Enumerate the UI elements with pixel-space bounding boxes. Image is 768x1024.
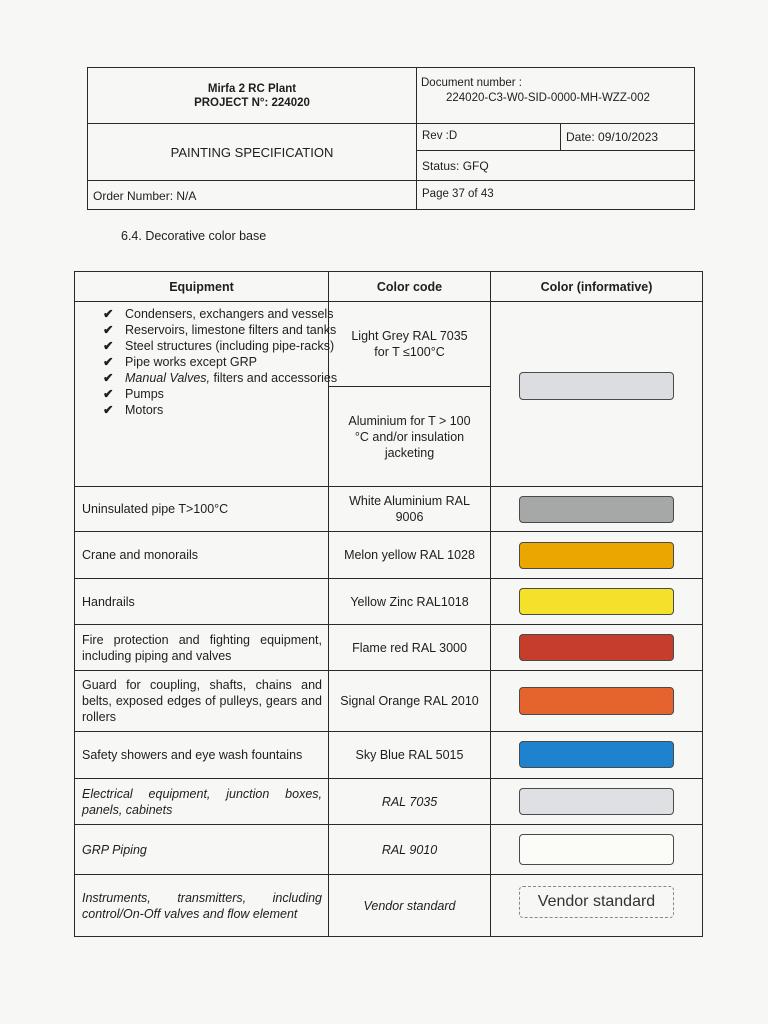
document-header — [87, 67, 695, 210]
list-item: ✔ Manual Valves, filters and accessories — [103, 371, 338, 385]
list-item: ✔ Pumps — [103, 387, 164, 401]
color-code-cell: Yellow Zinc RAL1018 — [350, 594, 469, 609]
color-swatch — [519, 588, 674, 615]
color-code-cell: White Aluminium RAL 9006 — [349, 494, 470, 524]
equipment-cell: GRP Piping — [82, 842, 147, 857]
check-icon: ✔ — [103, 403, 114, 417]
check-icon: ✔ — [103, 387, 114, 401]
color-swatch — [519, 496, 674, 523]
color-swatch — [519, 634, 674, 661]
color-code-cell: Melon yellow RAL 1028 — [344, 548, 475, 562]
equipment-cell: Electrical equipment, junction boxes, panels, cabinets — [82, 786, 322, 817]
page-number: Page 37 of 43 — [422, 188, 494, 200]
color-swatch — [519, 834, 674, 865]
header-equipment: Equipment — [169, 279, 234, 294]
section-title: 6.4. Decorative color base — [121, 229, 267, 243]
document-number-label: Document number : — [421, 77, 522, 89]
equipment-cell: Safety showers and eye wash fountains — [82, 748, 303, 762]
document-date: Date: 09/10/2023 — [566, 130, 659, 144]
project-number: PROJECT N°: 224020 — [194, 96, 310, 109]
list-item: ✔ Condensers, exchangers and vessels — [103, 307, 334, 321]
color-code-cell: Sky Blue RAL 5015 — [355, 748, 464, 762]
color-swatch-light-grey — [519, 372, 674, 400]
header-color-informative: Color (informative) — [540, 279, 653, 294]
document-number-cell — [421, 76, 691, 106]
color-code-cell: Signal Orange RAL 2010 — [340, 694, 479, 708]
list-item: ✔ Steel structures (including pipe-racks) — [103, 339, 335, 353]
color-code-aluminium: Aluminium for T > 100 °C and/or insulation jacketing — [348, 413, 471, 460]
color-code-cell: RAL 9010 — [381, 842, 438, 857]
color-swatch — [519, 542, 674, 569]
check-icon: ✔ — [103, 323, 114, 337]
list-item: ✔ Pipe works except GRP — [103, 355, 257, 369]
document-number-value: 224020-C3-W0-SID-0000-MH-WZZ-002 — [446, 92, 650, 104]
equipment-cell: Instruments, transmitters, including control/On-Off valves and flow element — [82, 890, 322, 921]
color-swatch — [519, 687, 674, 715]
color-code-light-grey: Light Grey RAL 7035 for T ≤100°C — [351, 329, 468, 359]
check-icon: ✔ — [103, 371, 114, 385]
equipment-cell: Uninsulated pipe T>100°C — [82, 502, 229, 516]
color-swatch — [519, 741, 674, 768]
list-item: ✔ Reservoirs, limestone filters and tanks — [103, 323, 337, 337]
color-swatch — [519, 788, 674, 815]
document-title: PAINTING SPECIFICATION — [170, 144, 334, 160]
header-color-code: Color code — [376, 279, 443, 294]
list-item: ✔ Motors — [103, 403, 164, 417]
equipment-cell: Crane and monorails — [82, 548, 199, 562]
document-status: Status: GFQ — [422, 159, 489, 173]
color-code-cell: Vendor standard — [363, 898, 456, 913]
equipment-list-general — [75, 306, 338, 486]
order-number: Order Number: N/A — [93, 189, 197, 203]
color-code-cell: Flame red RAL 3000 — [352, 640, 467, 655]
check-icon: ✔ — [103, 307, 114, 321]
plant-name: Mirfa 2 RC Plant — [207, 82, 297, 95]
vendor-standard-box: Vendor standard — [519, 886, 674, 918]
color-code-cell: RAL 7035 — [381, 794, 438, 809]
check-icon: ✔ — [103, 339, 114, 353]
color-table — [74, 271, 703, 937]
revision: Rev :D — [422, 130, 458, 142]
project-cell — [88, 68, 416, 123]
equipment-cell: Guard for coupling, shafts, chains and belts, exposed edges of pulleys, gears and rollers — [82, 678, 322, 724]
equipment-cell: Fire protection and fighting equipment, including piping and valves — [82, 632, 322, 663]
check-icon: ✔ — [103, 355, 114, 369]
equipment-cell: Handrails — [82, 594, 135, 609]
